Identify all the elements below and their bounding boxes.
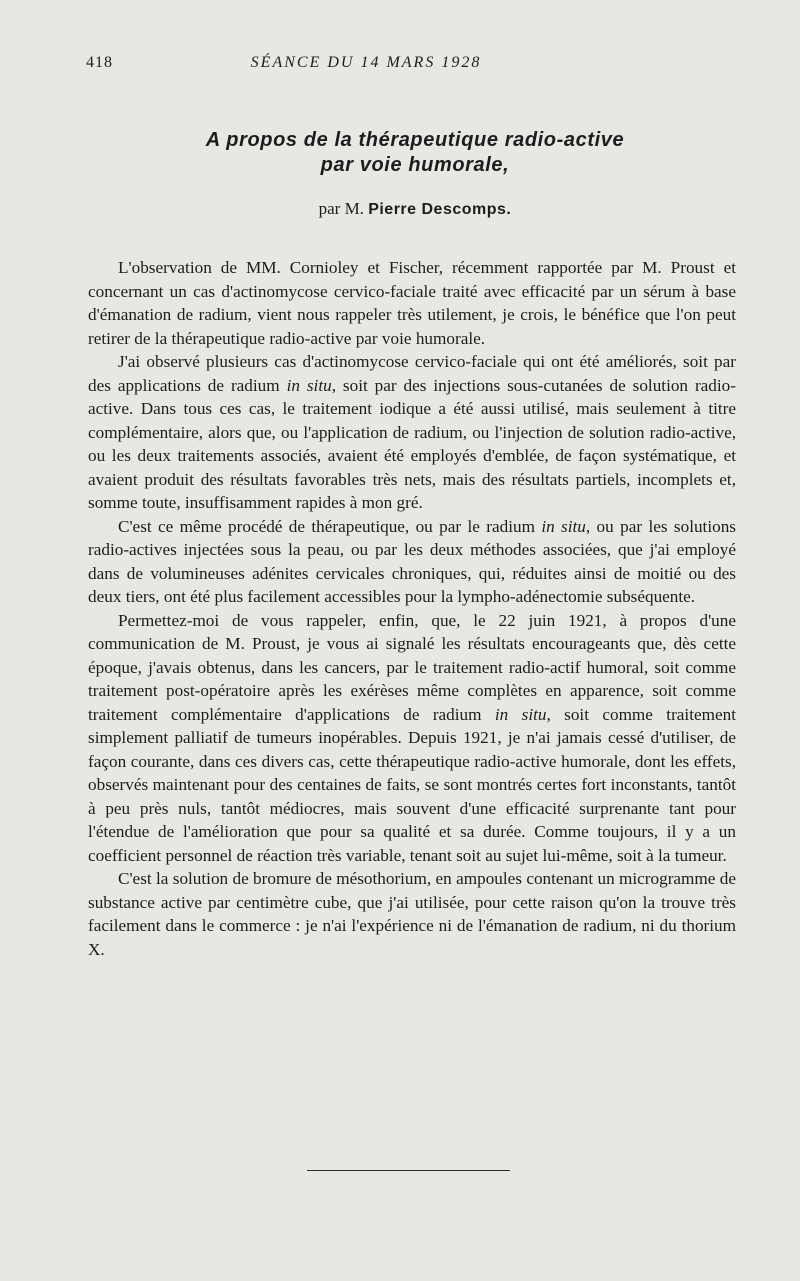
paragraph-4-italic: in situ: [494, 704, 547, 724]
paragraph-4-part-b: , soit comme traitement simplement palliatif de tumeurs inopérables. Depuis 1921, je n'ai jamais cessé d'utiliser, de façon courante, dans ces divers cas, cette thérapeutique radio-active humorale, dont les effets, observés maintenant pour des centaines de faits, se sont montrés certes fort inconstants, tantôt à peu près nuls, tantôt médiocres, mais souvent d'une efficacité surprenante tant pour l'étendue de l'amélioration que pour sa qualité et sa durée. Comme toujours, il y a un coefficient personnel de réaction très variable, tenant soit au sujet lui-même, soit à la tumeur.: [88, 704, 736, 865]
byline: [90, 199, 740, 219]
paragraph-3-part-a: C'est ce même procédé de thérapeutique, ou par le radium: [118, 516, 542, 536]
paragraph-2-part-a: J'ai observé plusieurs cas d'actinomycose cervico-faciale qui ont été améliorés, soit par des applications de radium: [88, 352, 736, 395]
running-head-title: SÉANCE DU 14 MARS 1928: [250, 54, 482, 71]
paragraph-1: L'observation de MM. Cornioley et Fischer, récemment rapportée par M. Proust et concernant un cas d'actinomycose cervico-faciale traité avec efficacité par un sérum à base d'émanation de radium, vient nous rappeler très utilement, je crois, le bénéfice que l'on peut retirer de la thérapeutique radio-active par voie humorale.: [88, 258, 736, 348]
paragraph-2: [88, 350, 736, 515]
paragraph-2-italic: in situ: [286, 375, 332, 395]
page-number: 418: [86, 54, 113, 71]
byline-prefix: par M.: [318, 199, 364, 218]
paragraph-4: [88, 609, 736, 868]
paragraph-2-part-b: , soit par des injections sous-cutanées de solution radio-active. Dans tous ces cas, le traitement iodique a été aussi utilisé, mais seulement à titre complémentaire, alors que, ou l'application de radium, ou l'injection de solution radio-active, ou les deux traitements associés, avaient été employés d'emblée, de façon systématique, et avaient produit des résultats favorables très nets, mais des résultats partiels, incomplets et, somme toute, insuffisamment rapides à mon gré.: [88, 375, 736, 512]
paragraph-3: [88, 515, 736, 609]
running-head: [86, 54, 736, 76]
paragraph-5: C'est la solution de bromure de mésothorium, en ampoules contenant un microgramme de substance active par centimètre cube, que j'ai utilisée, pour cette raison qu'on la trouve très facilement dans le commerce : je n'ai l'expérience ni de l'émanation de radium, ni du thorium X.: [88, 869, 736, 959]
end-rule-divider: [307, 1170, 510, 1171]
paragraph-3-italic: in situ: [541, 516, 586, 536]
article-title: [90, 128, 740, 178]
article-title-line-1: A propos de la thérapeutique radio-active: [205, 129, 625, 151]
article-title-line-2: par voie humorale,: [320, 154, 510, 176]
author-name: Pierre Descomps.: [368, 201, 512, 218]
paragraph-4-part-a: Permettez-moi de vous rappeler, enfin, que, le 22 juin 1921, à propos d'une communication de M. Proust, je vous ai signalé les résultats encourageants que, dès cette époque, j'avais obtenus, dans les cancers, par le traitement radio-actif humoral, soit comme traitement post-opératoire après les exérèses même complètes en apparence, soit comme traitement complémentaire d'applications de radium: [88, 610, 736, 724]
paragraph-3-part-b: , ou par les solutions radio-actives injectées sous la peau, ou par les deux méthodes associées, que j'ai employé dans de volumineuses adénites cervicales chroniques, qui, réduites ainsi de moitié ou des deux tiers, ont été plus facilement accessibles pour la lympho-adénectomie subséquente.: [88, 516, 736, 606]
article-body: [88, 256, 736, 961]
